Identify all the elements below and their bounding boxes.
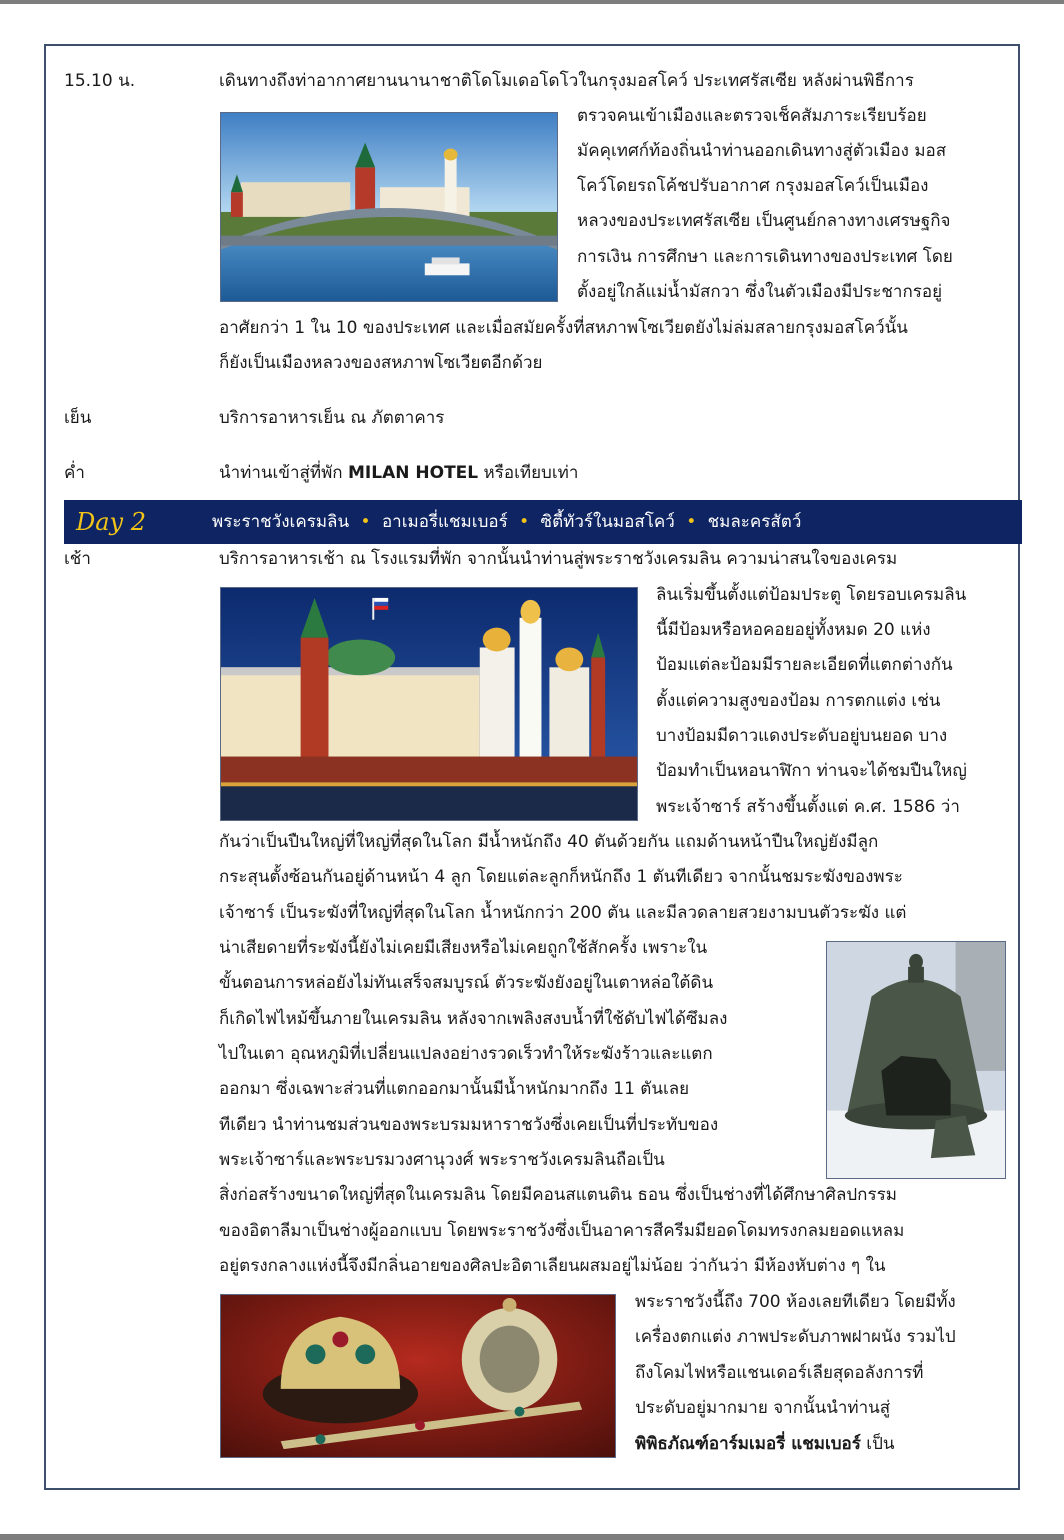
kremlin-photo — [220, 587, 638, 821]
top-border — [0, 0, 1064, 4]
text-line: ไปในเตา อุณหภูมิที่เปลี่ยนแปลงอย่างรวดเร็วทำให้ระฆังร้าวและแตก — [219, 1044, 713, 1064]
text-line: น่าเสียดายที่ระฆังนี้ยังไม่เคยมีเสียงหรือไม่เคยถูกใช้สักครั้ง เพราะใน — [219, 938, 708, 958]
day2-item: อาเมอรี่แชมเบอร์ — [381, 512, 508, 532]
text-line: โคว์โดยรถโค้ชปรับอากาศ กรุงมอสโคว์เป็นเมือง — [577, 176, 929, 196]
morning-label: เช้า — [64, 549, 91, 569]
text-line: การเงิน การศึกษา และการเดินทางของประเทศ โดย — [577, 247, 953, 267]
tsar-bell-photo — [826, 941, 1006, 1179]
text-line: มัคคุเทศก์ท้องถิ่นนำท่านออกเดินทางสู่ตัวเมือง มอส — [577, 141, 947, 161]
text-line: ออกมา ซึ่งเฉพาะส่วนที่แตกออกมานั้นมีน้ำหนักมากถึง 11 ตันเลย — [219, 1079, 690, 1099]
text-line: กระสุนตั้งซ้อนกันอยู่ด้านหน้า 4 ลูก โดยแต่ละลูกก็หนักถึง 1 ตันทีเดียว จากนั้นชมระฆังของพระ — [219, 867, 903, 887]
day2-banner — [64, 500, 1022, 544]
text-tail: เป็น — [860, 1434, 895, 1454]
text-line — [635, 1427, 895, 1462]
armoury-chamber-name: พิพิธภัณฑ์อาร์มเมอรี่ แชมเบอร์ — [635, 1434, 861, 1454]
text-line: บางป้อมมีดาวแดงประดับอยู่บนยอด บาง — [656, 726, 948, 746]
separator-dot: • — [360, 512, 371, 532]
text-line: อยู่ตรงกลางแห่งนี้จึงมีกลิ่นอายของศิลปะอิตาเลียนผสมอยู่ไม่น้อย ว่ากันว่า มีห้องหับต่าง ๆ ใน — [219, 1256, 886, 1276]
text-line: เครื่องตกแต่ง ภาพประดับภาพฝาผนัง รวมไป — [635, 1327, 956, 1347]
text-line: พระราชวังนี้ถึง 700 ห้องเลยทีเดียว โดยมีทั้ง — [635, 1292, 956, 1312]
night-text-post: หรือเทียบเท่า — [478, 463, 579, 483]
text-line: อาศัยกว่า 1 ใน 10 ของประเทศ และเมื่อสมัยครั้งที่สหภาพโซเวียตยังไม่ล่มสลายกรุงมอสโคว์นั้น — [219, 318, 908, 338]
day2-item: พระราชวังเครมลิน — [212, 512, 350, 532]
text-line: เดินทางถึงท่าอากาศยานนานาชาติโดโมเดอโดโวในกรุงมอสโคว์ ประเทศรัสเซีย หลังผ่านพิธีการ — [219, 71, 914, 91]
bottom-border — [0, 1534, 1064, 1540]
text-line: ประดับอยู่มากมาย จากนั้นนำท่านสู่ — [635, 1398, 891, 1418]
text-line: ลินเริ่มขึ้นตั้งแต่ป้อมประตู โดยรอบเครมลิน — [656, 585, 967, 605]
text-line: ป้อมทำเป็นหอนาฬิกา ท่านจะได้ชมปืนใหญ่ — [656, 761, 967, 781]
hotel-name: MILAN HOTEL — [348, 463, 479, 483]
text-line: เจ้าซาร์ เป็นระฆังที่ใหญ่ที่สุดในโลก น้ำหนักกว่า 200 ตัน และมีลวดลายสวยงามบนตัวระฆัง แต่ — [219, 903, 907, 923]
text-line: ตั้งอยู่ใกล้แม่น้ำมัสกวา ซึ่งในตัวเมืองมีประชากรอยู่ — [577, 282, 943, 302]
text-line: ป้อมแต่ละป้อมมีรายละเอียดที่แตกต่างกัน — [656, 655, 953, 675]
dinner-text: บริการอาหารเย็น ณ ภัตตาคาร — [219, 408, 445, 428]
text-line: ทีเดียว นำท่านชมส่วนของพระบรมมหาราชวังซึ่งเคยเป็นที่ประทับของ — [219, 1115, 719, 1135]
text-line: พระเจ้าซาร์ สร้างขึ้นตั้งแต่ ค.ศ. 1586 ว่า — [656, 797, 960, 817]
night-text-pre: นำท่านเข้าสู่ที่พัก — [219, 463, 349, 483]
text-line: ตั้งแต่ความสูงของป้อม การตกแต่ง เช่น — [656, 691, 941, 711]
text-line: หลวงของประเทศรัสเซีย เป็นศูนย์กลางทางเศรษฐกิจ — [577, 211, 951, 231]
text-line: ก็ยังเป็นเมืองหลวงของสหภาพโซเวียตอีกด้วย — [219, 353, 543, 373]
text-line: ถึงโคมไฟหรือแชนเดอร์เลียสุดอลังการที่ — [635, 1363, 924, 1383]
text-line: กันว่าเป็นปืนใหญ่ที่ใหญ่ที่สุดในโลก มีน้ำหนักถึง 40 ตันด้วยกัน แถมด้านหน้าปืนใหญ่ยังมีลูก — [219, 832, 879, 852]
text-line: ก็เกิดไฟไหม้ขึ้นภายในเครมลิน หลังจากเพลิงสงบน้ำที่ใช้ดับไฟได้ซึมลง — [219, 1009, 728, 1029]
dinner-label: เย็น — [64, 408, 92, 428]
text-line: ขั้นตอนการหล่อยังไม่ทันเสร็จสมบูรณ์ ตัวระฆังยังอยู่ในเตาหล่อใต้ดิน — [219, 973, 714, 993]
separator-dot: • — [686, 512, 697, 532]
text-line: พระเจ้าซาร์และพระบรมวงศานุวงศ์ พระราชวังเครมลินถือเป็น — [219, 1150, 665, 1170]
time-label: 15.10 น. — [64, 71, 136, 91]
day2-items — [212, 500, 801, 544]
separator-dot: • — [519, 512, 530, 532]
moscow-river-photo — [220, 112, 558, 302]
day2-item: ซิตี้ทัวร์ในมอสโคว์ — [540, 512, 675, 532]
text-line: นี้มีป้อมหรือหอคอยอยู่ทั้งหมด 20 แห่ง — [656, 620, 931, 640]
crown-jewels-photo — [220, 1294, 616, 1458]
text-line: ของอิตาลีมาเป็นช่างผู้ออกแบบ โดยพระราชวังซึ่งเป็นอาคารสีครีมมียอดโดมทรงกลมยอดแหลม — [219, 1221, 905, 1241]
text-line: บริการอาหารเช้า ณ โรงแรมที่พัก จากนั้นนำท่านสู่พระราชวังเครมลิน ความน่าสนใจของเครม — [219, 549, 898, 569]
night-label: ค่ำ — [64, 463, 85, 483]
day2-item: ชมละครสัตว์ — [707, 512, 802, 532]
text-line: ตรวจคนเข้าเมืองและตรวจเช็คสัมภาระเรียบร้อย — [577, 106, 927, 126]
text-line: สิ่งก่อสร้างขนาดใหญ่ที่สุดในเครมลิน โดยมีคอนสแตนติน ธอน ซึ่งเป็นช่างที่ได้ศึกษาศิลปกรรม — [219, 1185, 897, 1205]
night-text — [219, 456, 578, 491]
day2-label: Day 2 — [76, 508, 147, 536]
